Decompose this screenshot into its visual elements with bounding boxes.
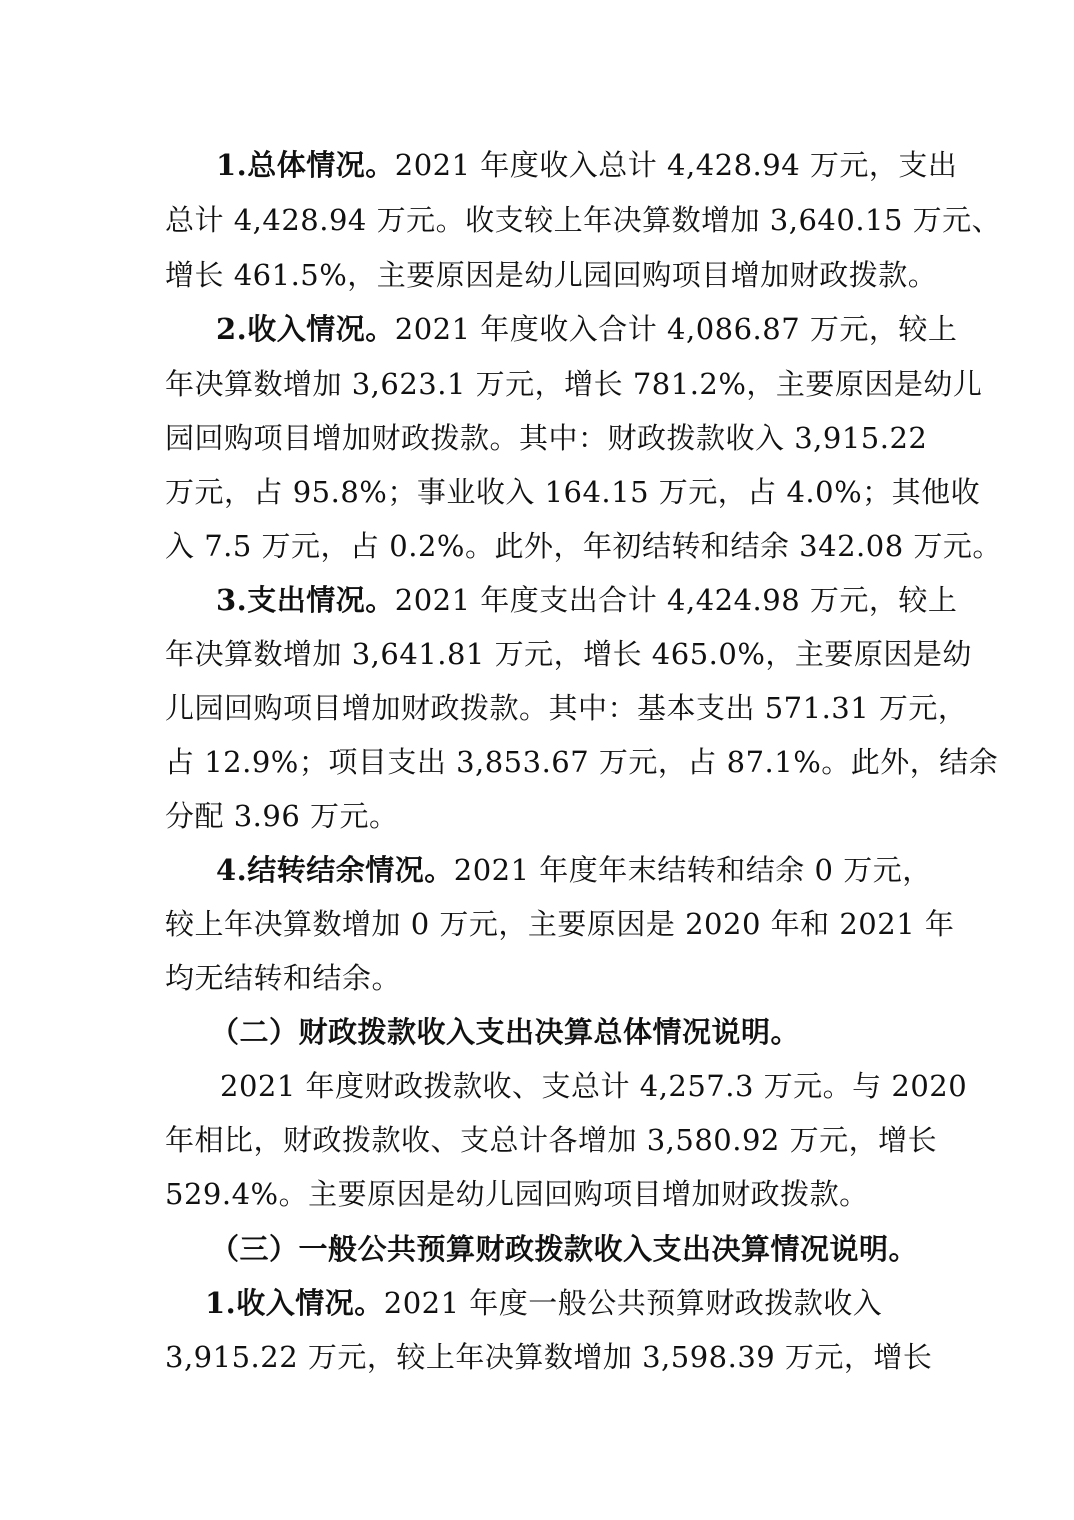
section-heading: 2.收入情况。 <box>216 312 395 346</box>
text-line <box>165 474 980 510</box>
text-line <box>165 960 401 996</box>
text-line <box>165 420 927 456</box>
text-line <box>216 311 957 347</box>
text-line <box>165 744 998 780</box>
line-text: 2021 年度一般公共预算财政拨款收入 <box>383 1286 883 1320</box>
section-heading: 1.收入情况。 <box>205 1286 384 1320</box>
section-heading: （二）财政拨款收入支出决算总体情况说明。 <box>210 1015 801 1049</box>
section-heading: （三）一般公共预算财政拨款收入支出决算情况说明。 <box>210 1232 919 1266</box>
line-text: 占 12.9%；项目支出 3,853.67 万元，占 87.1%。此外，结余 <box>165 745 999 779</box>
line-text: 2021 年度年末结转和结余 0 万元， <box>453 853 932 887</box>
line-text: 年决算数增加 3,641.81 万元，增长 465.0%，主要原因是幼 <box>165 637 972 671</box>
line-text: 入 7.5 万元，占 0.2%。此外，年初结转和结余 342.08 万元。 <box>165 529 1002 563</box>
section-title <box>210 1231 918 1267</box>
line-text: 均无结转和结余。 <box>165 961 402 995</box>
line-text: 增长 461.5%，主要原因是幼儿园回购项目增加财政拨款。 <box>165 258 938 292</box>
text-line <box>165 690 967 726</box>
line-text: 万元，占 95.8%；事业收入 164.15 万元，占 4.0%；其他收 <box>165 475 981 509</box>
section-heading: 3.支出情况。 <box>216 583 395 617</box>
line-text: 2021 年度收入总计 4,428.94 万元，支出 <box>394 148 958 182</box>
text-line <box>216 852 932 888</box>
text-line <box>216 582 957 618</box>
text-line <box>220 1068 967 1104</box>
text-line <box>165 1122 937 1158</box>
line-text: 2021 年度收入合计 4,086.87 万元，较上 <box>394 312 958 346</box>
text-line <box>165 202 1001 238</box>
text-line <box>165 636 972 672</box>
line-text: 儿园回购项目增加财政拨款。其中：基本支出 571.31 万元， <box>165 691 968 725</box>
section-heading: 1.总体情况。 <box>216 148 395 182</box>
text-line <box>165 257 937 293</box>
text-line <box>165 1339 932 1375</box>
line-text: 园回购项目增加财政拨款。其中：财政拨款收入 3,915.22 <box>165 421 928 455</box>
line-text: 3,915.22 万元，较上年决算数增加 3,598.39 万元，增长 <box>165 1340 933 1374</box>
text-line <box>205 1285 882 1321</box>
line-text: 分配 3.96 万元。 <box>165 799 399 833</box>
text-line <box>165 906 954 942</box>
line-text: 年相比，财政拨款收、支总计各增加 3,580.92 万元，增长 <box>165 1123 938 1157</box>
text-line <box>165 528 1002 564</box>
text-line <box>165 366 982 402</box>
line-text: 2021 年度财政拨款收、支总计 4,257.3 万元。与 2020 <box>220 1069 968 1103</box>
line-text: 529.4%。主要原因是幼儿园回购项目增加财政拨款。 <box>165 1177 869 1211</box>
section-heading: 4.结转结余情况。 <box>216 853 454 887</box>
text-line <box>165 1176 869 1212</box>
line-text: 总计 4,428.94 万元。收支较上年决算数增加 3,640.15 万元、 <box>165 203 1002 237</box>
text-line <box>216 147 957 183</box>
section-title <box>210 1014 800 1050</box>
line-text: 较上年决算数增加 0 万元，主要原因是 2020 年和 2021 年 <box>165 907 955 941</box>
line-text: 2021 年度支出合计 4,424.98 万元，较上 <box>394 583 958 617</box>
line-text: 年决算数增加 3,623.1 万元，增长 781.2%，主要原因是幼儿 <box>165 367 983 401</box>
text-line <box>165 798 399 834</box>
